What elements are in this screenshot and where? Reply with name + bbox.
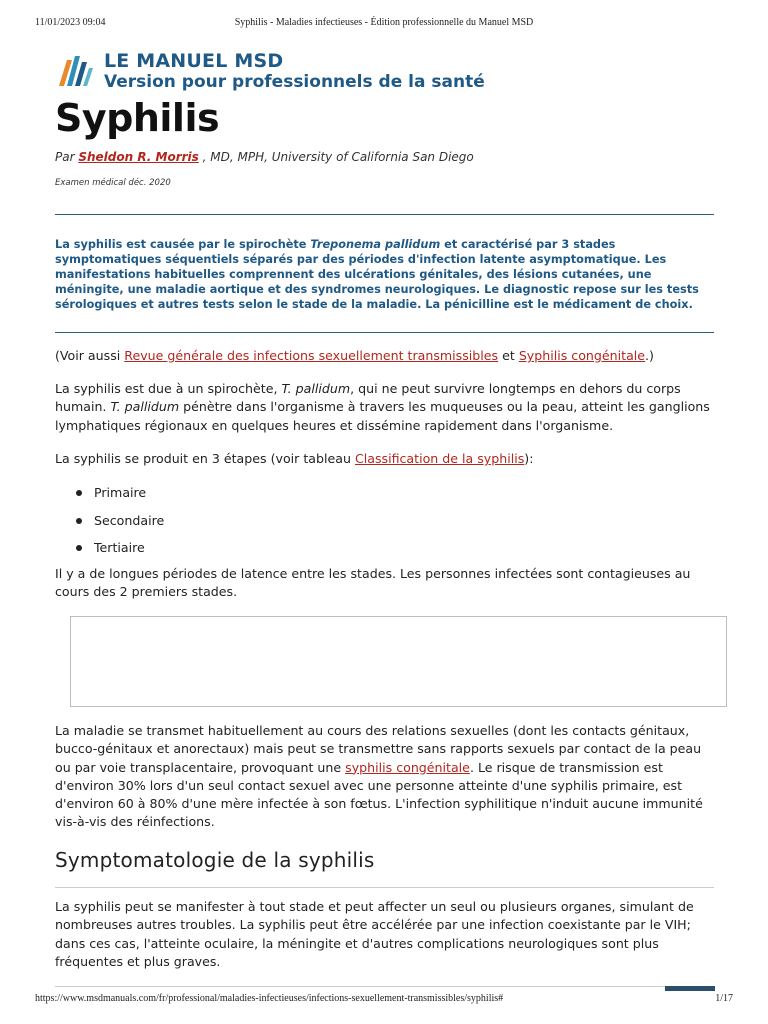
see-also-paragraph bbox=[55, 347, 715, 365]
transmission-text-2: . Le risque de transmission est d'environ 30% lors d'un seul contact sexuel avec une personne atteinte d'une syphilis primaire, est d'environ 60 à 80% d'une mère infectée à son fœtus. L'infection syphilitique n'induit aucune immunité vis-à-vis des réinfections. bbox=[55, 759, 703, 830]
see-also-prefix: (Voir aussi bbox=[55, 348, 125, 363]
stages-intro-suffix: ): bbox=[524, 451, 534, 466]
summary-bottom-rule bbox=[55, 332, 714, 333]
author-affiliation: , MD, MPH, University of California San Diego bbox=[198, 150, 474, 164]
print-footer bbox=[0, 993, 768, 1007]
link-congenital-syphilis[interactable]: Syphilis congénitale bbox=[518, 348, 646, 363]
brand-name: LE MANUEL MSD bbox=[104, 50, 284, 72]
intro-text-1: La syphilis est due à un spirochète, bbox=[55, 381, 282, 396]
page-title: Syphilis bbox=[55, 96, 220, 140]
stages-intro-prefix: La syphilis se produit en 3 étapes (voir tableau bbox=[55, 451, 355, 466]
stage-label: Secondaire bbox=[94, 512, 165, 528]
print-datetime: 11/01/2023 09:04 bbox=[35, 17, 106, 28]
bullet-icon bbox=[76, 490, 82, 496]
msd-manual-logo-icon bbox=[55, 48, 95, 90]
summary-text-2: et caractérisé par 3 stades symptomatiques séquentiels séparés par des périodes d'infection latente asymptomatique. Les manifestations habituelles comprennent des ulcérations génitales, des lésions cutanées, une méningite, une maladie aortique et des syndromes neurologiques. Le diagnostic repose sur les tests sérologiques et autres tests selon le stade de la maladie. La pénicilline est le médicament de choix. bbox=[55, 238, 699, 311]
link-syphilis-classification[interactable]: Classification de la syphilis bbox=[354, 451, 525, 466]
stage-label: Tertiaire bbox=[94, 540, 145, 555]
intro-text-2: , qui ne peut survivre longtemps en dehors du corps humain. bbox=[55, 381, 681, 415]
article-summary bbox=[55, 237, 715, 312]
transmission-paragraph bbox=[55, 722, 715, 832]
byline-prefix: Par bbox=[55, 150, 79, 164]
intro-paragraph bbox=[55, 380, 715, 435]
section-rule bbox=[55, 887, 714, 888]
print-page-title: Syphilis - Maladies infectieuses - Édition professionnelle du Manuel MSD bbox=[234, 17, 534, 28]
intro-text-3: pénètre dans l'organisme à travers les muqueuses ou la peau, atteint les ganglions lymphatiques régionaux en quelques heures et dissémine rapidement dans l'organisme. bbox=[55, 399, 710, 433]
bullet-icon bbox=[76, 545, 82, 551]
page-number: 1/17 bbox=[715, 993, 733, 1004]
see-also-suffix: .) bbox=[645, 348, 654, 363]
latency-paragraph: Il y a de longues périodes de latence entre les stades. Les personnes infectées sont contagieuses au cours des 2 premiers stades. bbox=[55, 566, 691, 600]
list-item bbox=[55, 512, 715, 540]
summary-top-rule bbox=[55, 214, 714, 215]
author-byline bbox=[55, 150, 474, 164]
list-item bbox=[55, 484, 715, 512]
summary-italic: Treponema pallidum bbox=[310, 238, 441, 251]
link-congenital-syphilis-inline[interactable]: syphilis congénitale bbox=[345, 759, 470, 775]
transmission-text-1: La maladie se transmet habituellement au cours des relations sexuelles (dont les contacts génitaux, bucco-génitaux et anorectaux) mais peut se transmettre sans rapports sexuels par contact de la peau ou par voie transplacentaire, provoquant une bbox=[55, 723, 702, 775]
stage-label: Primaire bbox=[94, 485, 147, 500]
section-heading-symptoms: Symptomatologie de la syphilis bbox=[55, 848, 375, 872]
intro-italic-2: T. pallidum bbox=[110, 399, 180, 415]
print-header bbox=[0, 17, 768, 31]
brand-block[interactable] bbox=[104, 50, 485, 92]
intro-italic-1: T. pallidum bbox=[281, 381, 351, 396]
footer-accent-bar bbox=[665, 986, 715, 991]
footer-divider bbox=[55, 986, 665, 987]
symptoms-paragraph: La syphilis peut se manifester à tout stade et peut affecter un seul ou plusieurs organes, simulant de nombreuses autres troubles. La syphilis peut être accélérée par une infection coexistante par le VIH; dans ces cas, l'atteinte oculaire, la méningite et d'autres complications neurologiques sont plus fréquentes et plus graves. bbox=[55, 899, 694, 969]
see-also-middle: et bbox=[498, 348, 519, 363]
bullet-icon bbox=[76, 518, 82, 524]
author-link[interactable]: Sheldon R. Morris bbox=[78, 150, 199, 164]
review-date: Examen médical déc. 2020 bbox=[55, 178, 171, 188]
print-url: https://www.msdmanuals.com/fr/professional/maladies-infectieuses/infections-sexuellement-transmissibles/syphilis# bbox=[35, 993, 504, 1004]
summary-text-1: La syphilis est causée par le spirochète bbox=[55, 238, 311, 251]
stages-intro-paragraph bbox=[55, 450, 715, 468]
list-item bbox=[55, 539, 715, 567]
link-sti-overview[interactable]: Revue générale des infections sexuellement transmissibles bbox=[124, 348, 499, 363]
table-placeholder bbox=[70, 616, 727, 707]
stages-list bbox=[55, 484, 715, 567]
brand-tagline: Version pour professionnels de la santé bbox=[104, 72, 485, 92]
